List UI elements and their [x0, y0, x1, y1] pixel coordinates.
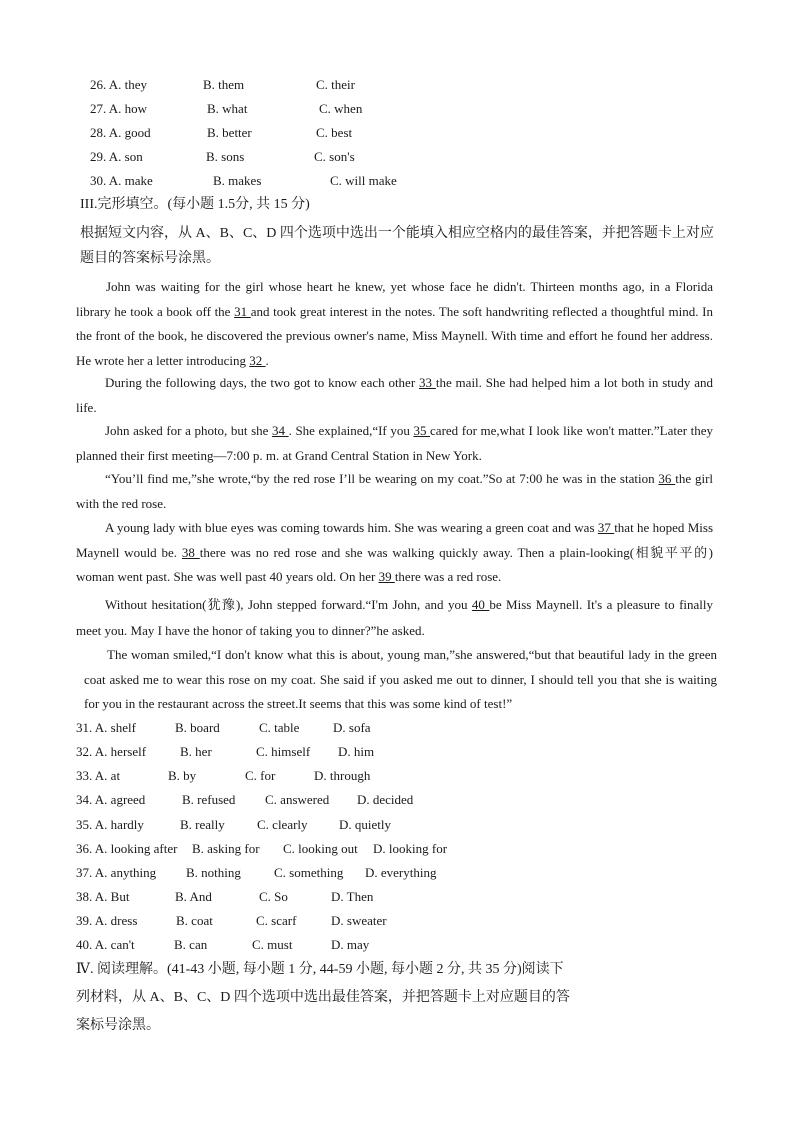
section3-heading: III.完形填空。(每小题 1.5分, 共 15 分): [80, 197, 310, 212]
option-a: 27. A. how: [90, 101, 148, 116]
blank-31: 31: [234, 303, 251, 319]
option-b: B. asking for: [192, 841, 260, 856]
option-a: 33. A. at: [76, 768, 121, 783]
passage-paragraph-7: The woman smiled,“I don't know what this is about, young man,”she answered,“but that beautiful lady in the green coat asked me to wear this rose on my coat. She said if you asked me out to dinner, I should tell you that she is waiting for you in the restaurant across the street.It seems that this was some kind of test!”: [84, 647, 717, 711]
option-d: D. sweater: [331, 913, 387, 928]
option-d: D. sofa: [333, 720, 371, 735]
option-a: 36. A. looking after: [76, 841, 178, 856]
option-b: B. what: [207, 101, 248, 116]
option-c: C. scarf: [256, 913, 297, 928]
option-a: 40. A. can't: [76, 937, 135, 952]
option-d: D. may: [331, 937, 370, 952]
section3-instruction: 根据短文内容，从 A、B、C、D 四个选项中选出一个能填入相应空格内的最佳答案，并把答题卡上对应: [80, 226, 714, 241]
blank-35: 35: [413, 423, 431, 438]
option-a: 31. A. shelf: [76, 720, 136, 735]
option-c: C. best: [316, 125, 353, 140]
option-c: C. must: [252, 937, 293, 952]
option-c: C. when: [319, 101, 363, 116]
section4-instruction: 列材料，从 A、B、C、D 四个选项中选出最佳答案，并把答题卡上对应题目的答: [76, 990, 570, 1005]
option-c: C. will make: [330, 173, 397, 188]
passage-paragraph-6: Without hesitation(犹豫), John stepped forward.“I'm John, and you 40 be Miss Maynell. It's a pleasure to finally meet you. May I have the honor of taking you to dinner?”he asked.: [76, 597, 714, 638]
option-a: 29. A. son: [90, 149, 143, 164]
option-d: D. through: [314, 768, 371, 783]
blank-32: 32: [249, 352, 266, 368]
blank-39: 39: [378, 569, 395, 584]
option-c: C. something: [274, 865, 344, 880]
option-c: C. answered: [265, 792, 330, 807]
option-a: 34. A. agreed: [76, 792, 146, 807]
option-b: B. board: [175, 720, 220, 735]
option-d: D. Then: [331, 889, 374, 904]
section4-heading: Ⅳ. 阅读理解。(41-43 小题, 每小题 1 分, 44-59 小题, 每小题 2 分, 共 35 分)阅读下: [76, 962, 564, 977]
option-a: 35. A. hardly: [76, 817, 144, 832]
passage-paragraph-3: John asked for a photo, but she 34 . She explained,“If you 35 cared for me,what I look like won't matter.”Later they planned their first meeting—7:00 p. m. at Grand Central Station in New York.: [76, 423, 714, 463]
option-b: B. better: [207, 125, 252, 140]
option-b: B. nothing: [186, 865, 241, 880]
passage-paragraph-1: John was waiting for the girl whose heart he knew, yet whose face he didn't. Thirteen months ago, in a Florida library he took a book off the 31 and took great interest in the notes. The soft handwriting reflected a thoughtful mind. In the front of the book, he discovered the previous owner's name, Miss Maynell. With time and effort he found her address. He wrote her a letter introducing 32 .: [76, 279, 714, 368]
option-a: 39. A. dress: [76, 913, 138, 928]
option-d: D. looking for: [373, 841, 448, 856]
option-b: B. makes: [213, 173, 262, 188]
option-c: C. table: [259, 720, 300, 735]
option-d: D. decided: [357, 792, 414, 807]
option-a: 30. A. make: [90, 173, 153, 188]
section4-instruction-cont: 案标号涂黑。: [76, 1018, 160, 1033]
option-d: D. quietly: [339, 817, 391, 832]
option-a: 32. A. herself: [76, 744, 147, 759]
option-b: B. sons: [206, 149, 245, 164]
passage-paragraph-5: A young lady with blue eyes was coming towards him. She was wearing a green coat and was 37 that he hoped Miss Maynell would be. 38 there was no red rose and she was walking quickly away. Then a plain-looking(相貌平平的) woman went past. She was well past 40 years old. On her 39 there was a red rose.: [76, 520, 714, 584]
section3-instruction-cont: 题目的答案标号涂黑。: [80, 251, 220, 266]
option-c: C. looking out: [283, 841, 358, 856]
option-b: B. by: [168, 768, 197, 783]
blank-40: 40: [471, 597, 490, 612]
blank-38: 38: [181, 544, 200, 560]
blank-36: 36: [658, 471, 676, 486]
option-c: C. himself: [256, 744, 311, 759]
option-c: C. their: [316, 77, 355, 92]
blank-37: 37: [597, 520, 615, 535]
option-a: 37. A. anything: [76, 865, 157, 880]
passage-paragraph-2: During the following days, the two got to know each other 33 the mail. She had helped him a lot both in study and life.: [76, 375, 714, 415]
option-b: B. can: [174, 937, 208, 952]
option-c: C. clearly: [257, 817, 308, 832]
option-c: C. for: [245, 768, 276, 783]
option-b: B. her: [180, 744, 212, 759]
option-a: 26. A. they: [90, 77, 148, 92]
blank-33: 33: [419, 375, 436, 390]
option-c: C. son's: [314, 149, 355, 164]
option-b: B. refused: [182, 792, 236, 807]
option-a: 38. A. But: [76, 889, 130, 904]
option-b: B. really: [180, 817, 225, 832]
blank-34: 34: [272, 423, 289, 438]
option-c: C. So: [259, 889, 288, 904]
option-a: 28. A. good: [90, 125, 151, 140]
option-b: B. And: [175, 889, 212, 904]
option-b: B. them: [203, 77, 245, 92]
option-d: D. everything: [365, 865, 437, 880]
option-d: D. him: [338, 744, 375, 759]
option-b: B. coat: [176, 913, 213, 928]
passage-paragraph-4: “You’ll find me,”she wrote,“by the red rose I’ll be wearing on my coat.”So at 7:00 he was in the station 36 the girl with the red rose.: [76, 471, 714, 511]
